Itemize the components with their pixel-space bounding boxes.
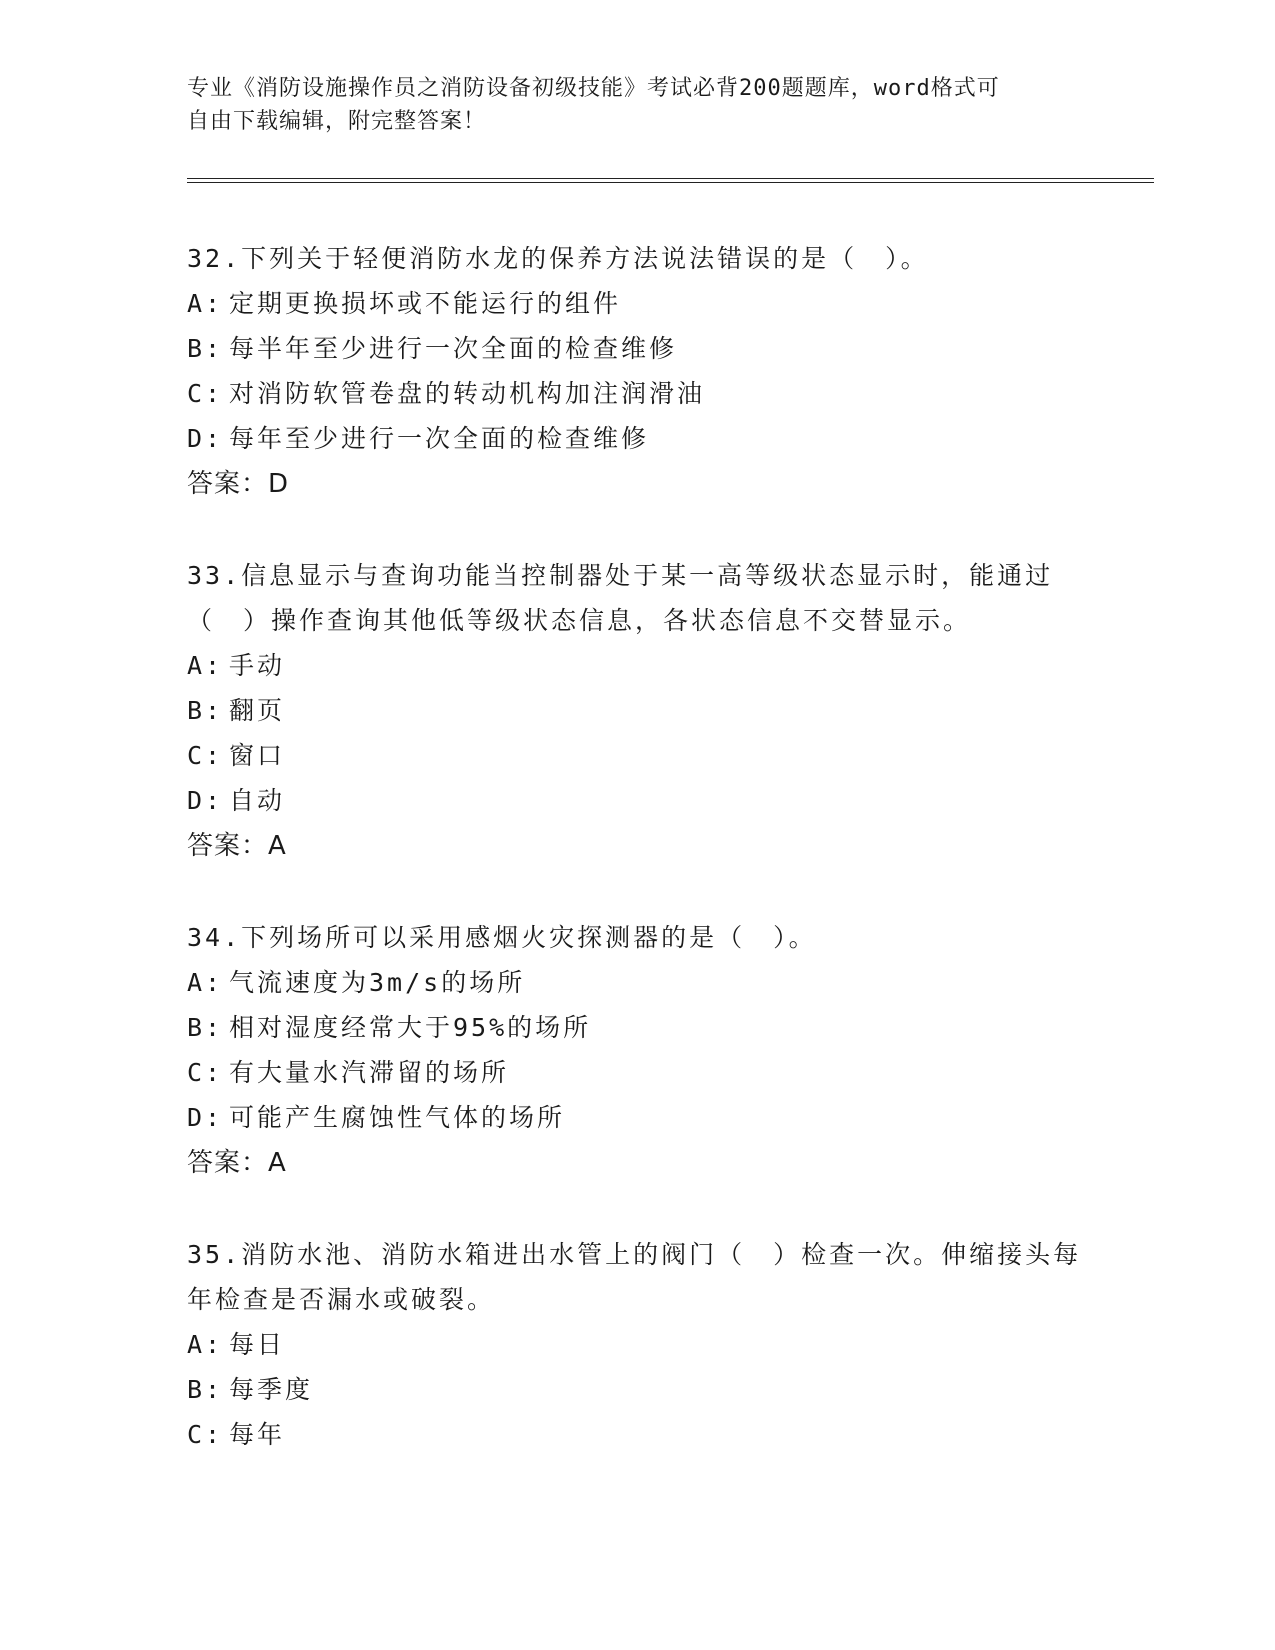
option-text: 气流速度为3m/s的场所 — [229, 968, 526, 997]
option-letter: C: — [187, 1058, 224, 1087]
option-letter: D: — [187, 424, 224, 453]
question-stem: 35.消防水池、消防水箱进出水管上的阀门（ ）检查一次。伸缩接头每年检查是否漏水或破裂。 — [187, 1240, 1082, 1314]
option-text: 每日 — [229, 1330, 286, 1359]
option-text: 手动 — [229, 651, 286, 680]
option-b — [187, 1005, 1087, 1050]
question-list — [187, 236, 1087, 1503]
option-text: 窗口 — [229, 741, 286, 770]
header-divider — [187, 178, 1154, 183]
question-33 — [187, 553, 1087, 869]
option-text: 相对湿度经常大于95%的场所 — [229, 1013, 592, 1042]
option-a — [187, 281, 1087, 326]
option-text: 可能产生腐蚀性气体的场所 — [229, 1103, 566, 1132]
option-letter: A: — [187, 289, 224, 318]
header-line-1: 专业《消防设施操作员之消防设备初级技能》考试必背200题题库，word格式可 — [187, 76, 1000, 101]
option-a — [187, 1322, 1087, 1367]
option-letter: B: — [187, 1375, 224, 1404]
option-text: 定期更换损坏或不能运行的组件 — [229, 289, 622, 318]
answer-line: 答案：A — [187, 1148, 287, 1178]
option-letter: D: — [187, 786, 224, 815]
option-letter: C: — [187, 741, 224, 770]
option-c — [187, 371, 1087, 416]
option-text: 有大量水汽滞留的场所 — [229, 1058, 510, 1087]
option-c — [187, 1412, 1087, 1457]
document-header — [187, 72, 1087, 138]
option-letter: D: — [187, 1103, 224, 1132]
option-letter: A: — [187, 651, 224, 680]
option-d — [187, 1095, 1087, 1140]
question-34 — [187, 915, 1087, 1186]
option-text: 对消防软管卷盘的转动机构加注润滑油 — [229, 379, 706, 408]
option-letter: C: — [187, 1420, 224, 1449]
option-text: 每年 — [229, 1420, 286, 1449]
option-b — [187, 1367, 1087, 1412]
option-b — [187, 326, 1087, 371]
question-32 — [187, 236, 1087, 507]
option-letter: B: — [187, 334, 224, 363]
option-letter: B: — [187, 696, 224, 725]
option-letter: B: — [187, 1013, 224, 1042]
option-c — [187, 733, 1087, 778]
option-a — [187, 643, 1087, 688]
option-c — [187, 1050, 1087, 1095]
option-b — [187, 688, 1087, 733]
option-letter: C: — [187, 379, 224, 408]
option-text: 自动 — [229, 786, 286, 815]
question-stem: 34.下列场所可以采用感烟火灾探测器的是（ ）。 — [187, 923, 817, 952]
answer-line: 答案：D — [187, 469, 290, 499]
question-stem: 33.信息显示与查询功能当控制器处于某一高等级状态显示时，能通过（ ）操作查询其他低等级状态信息，各状态信息不交替显示。 — [187, 561, 1054, 635]
option-d — [187, 778, 1087, 823]
question-stem: 32.下列关于轻便消防水龙的保养方法说法错误的是（ ）。 — [187, 244, 929, 273]
option-text: 每半年至少进行一次全面的检查维修 — [229, 334, 678, 363]
option-text: 每年至少进行一次全面的检查维修 — [229, 424, 650, 453]
answer-line: 答案：A — [187, 831, 287, 861]
option-a — [187, 960, 1087, 1005]
question-35 — [187, 1232, 1087, 1457]
option-text: 每季度 — [229, 1375, 314, 1404]
option-letter: A: — [187, 1330, 224, 1359]
header-line-2: 自由下载编辑，附完整答案！ — [187, 109, 487, 134]
option-d — [187, 416, 1087, 461]
option-text: 翻页 — [229, 696, 286, 725]
option-letter: A: — [187, 968, 224, 997]
